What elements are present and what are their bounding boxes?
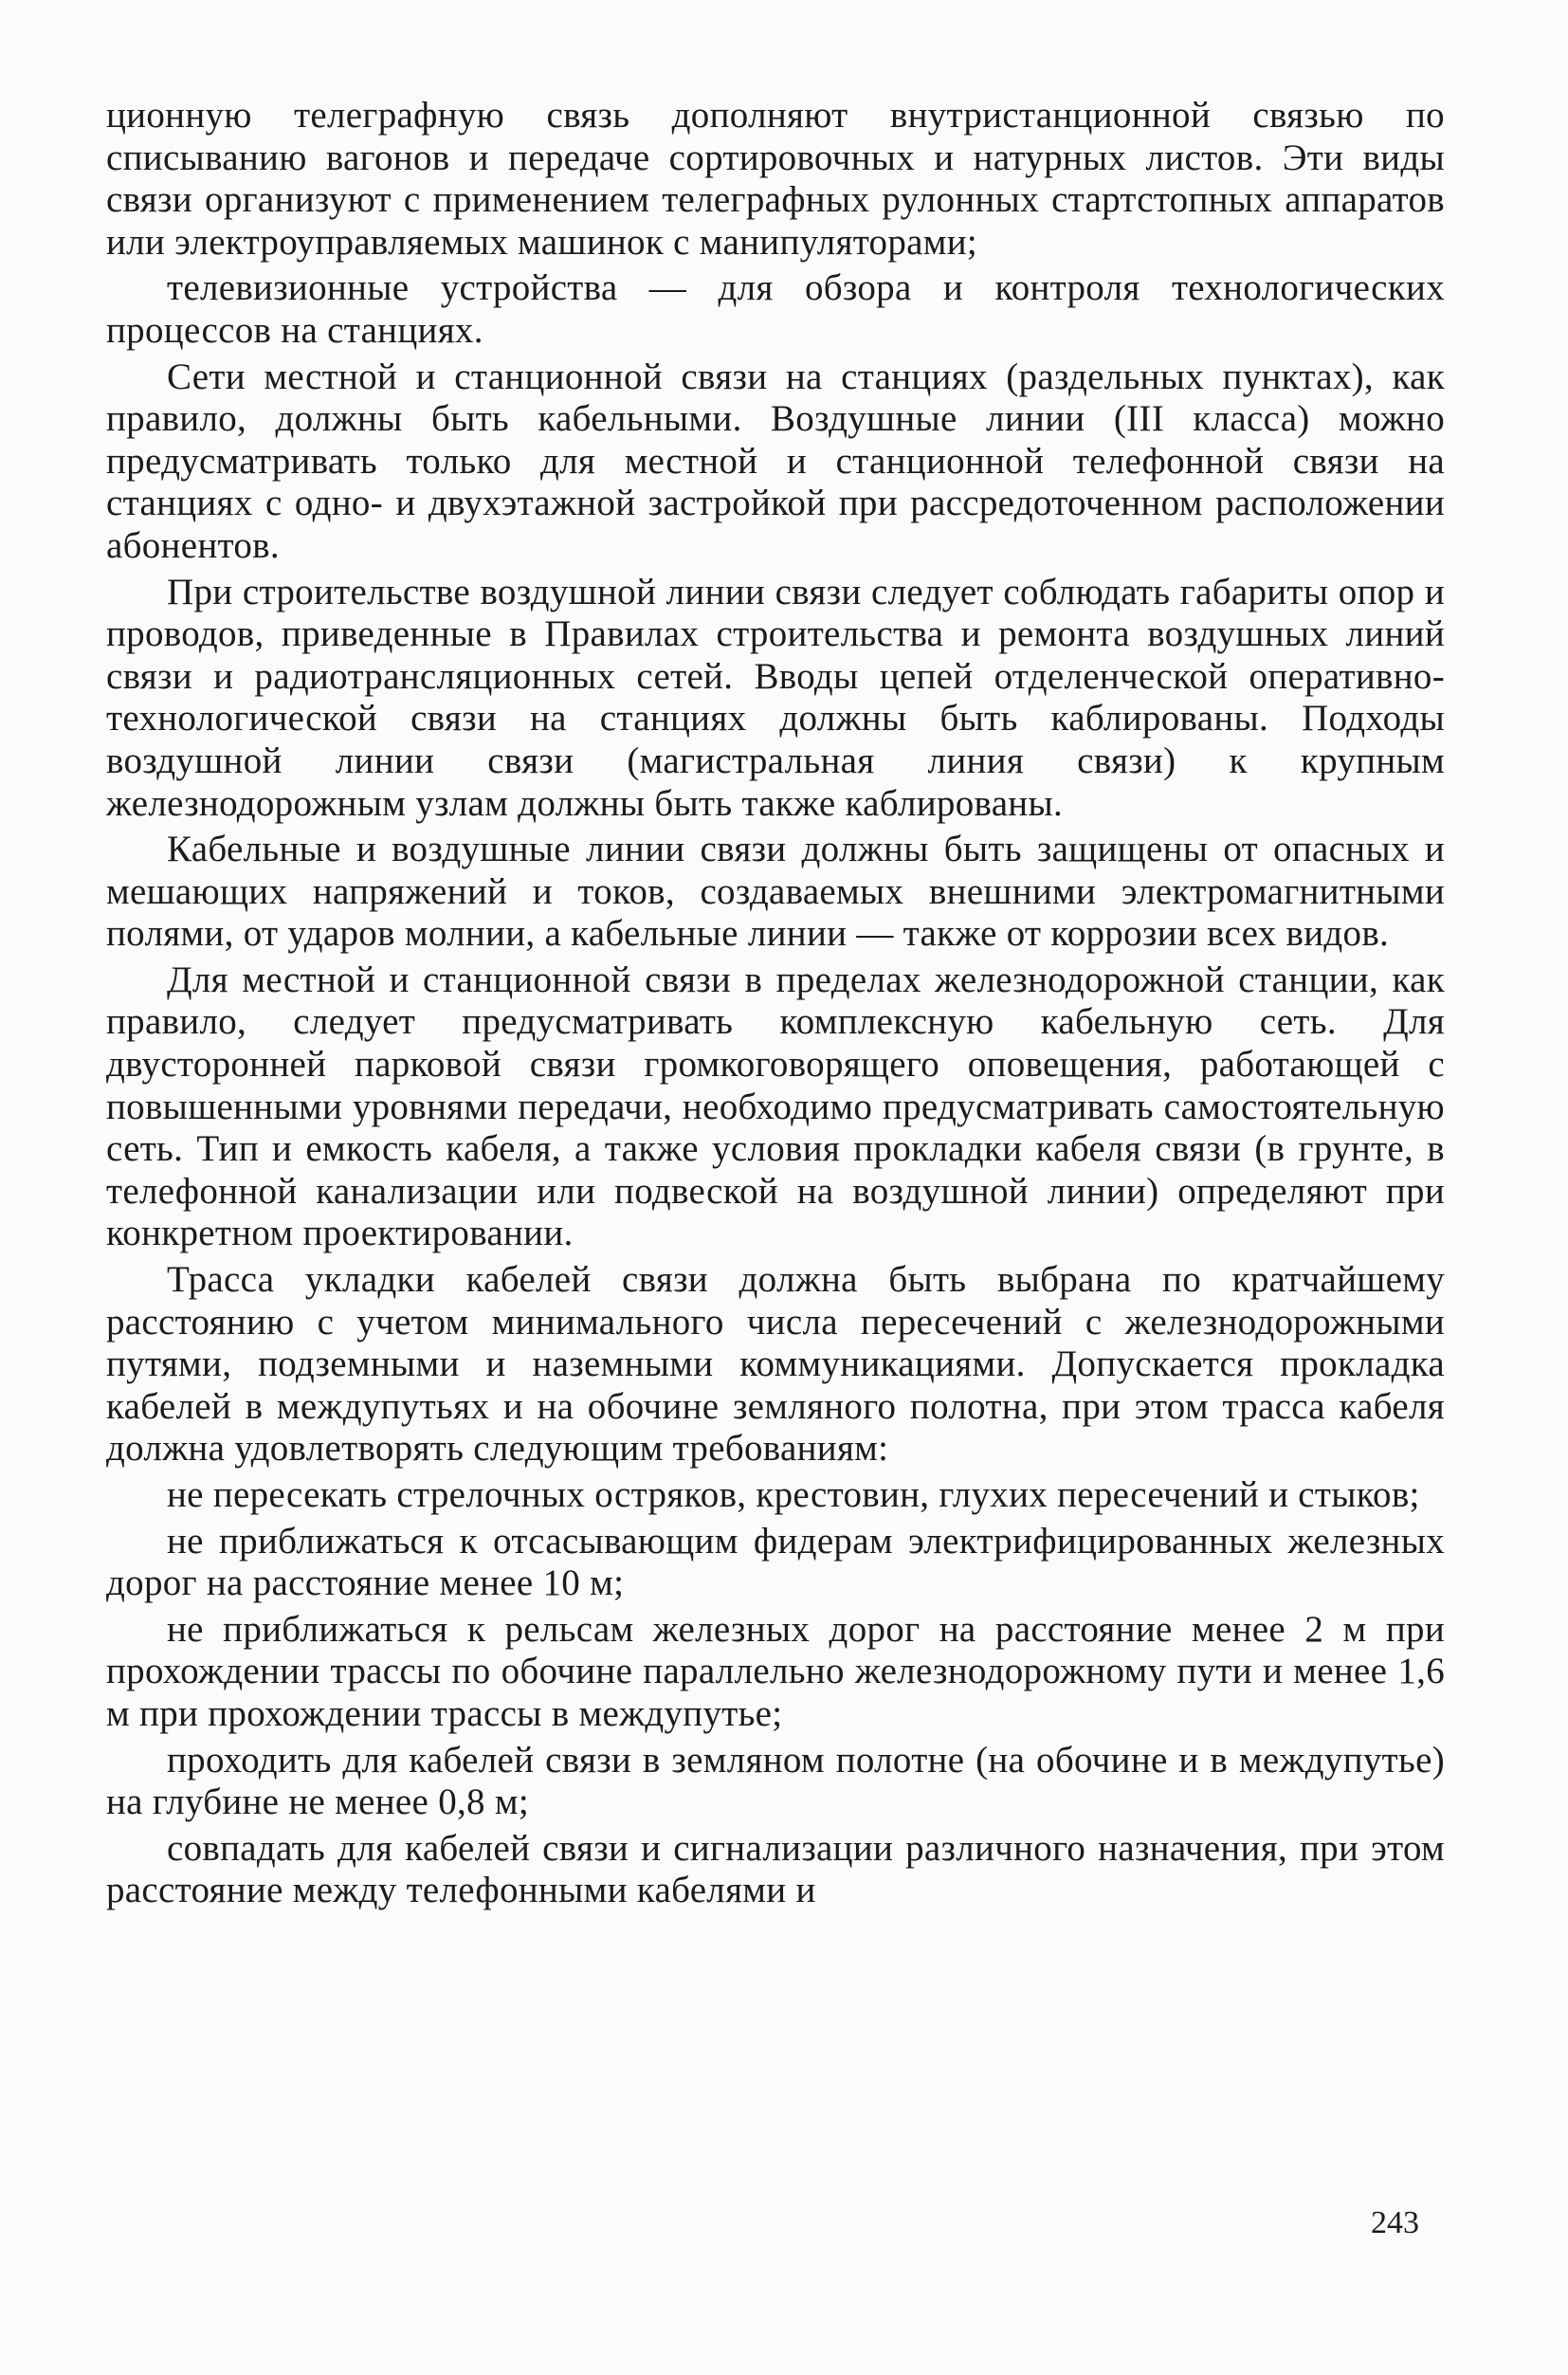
paragraph: Кабельные и воздушные линии связи должны быть защищены от опасных и мешающих напряжений и токов, создаваемых внешними электромагнитными полями, от ударов молнии, а кабельные линии — также от коррозии всех видов. [106, 829, 1445, 955]
page-number: 243 [1371, 2205, 1419, 2240]
requirement-item: не приближаться к рельсам железных дорог на расстояние менее 2 м при прохождении трассы по обочине параллельно железнодорожному пути и менее 1,6 м при прохождении трассы в междупутье; [106, 1608, 1445, 1734]
requirement-item: не приближаться к отсасывающим фидерам электрифицированных железных дорог на расстояние менее 10 м; [106, 1520, 1445, 1604]
body-text [106, 95, 1445, 1916]
paragraph: ционную телеграфную связь дополняют внутристанционной связью по списыванию вагонов и передаче сортировочных и натурных листов. Эти виды связи организуют с применением телеграфных рулонных стартстопных аппаратов или электроуправляемых машинок с манипуляторами; [106, 95, 1445, 263]
paragraph: При строительстве воздушной линии связи следует соблюдать габариты опор и проводов, приведенные в Правилах строительства и ремонта воздушных линий связи и радиотрансляционных сетей. Вводы цепей отделенческой оперативно-технологической связи на станциях должны быть каблированы. Подходы воздушной линии связи (магистральная линия связи) к крупным железнодорожным узлам должны быть также каблированы. [106, 571, 1445, 824]
requirement-item: проходить для кабелей связи в земляном полотне (на обочине и в междупутье) на глубине не менее 0,8 м; [106, 1739, 1445, 1823]
requirement-item: совпадать для кабелей связи и сигнализации различного назначения, при этом расстояние между телефонными кабелями и [106, 1827, 1445, 1911]
paragraph: Трасса укладки кабелей связи должна быть выбрана по кратчайшему расстоянию с учетом минимального числа пересечений с железнодорожными путями, подземными и наземными коммуникациями. Допускается прокладка кабелей в междупутьях и на обочине земляного полотна, при этом трасса кабеля должна удовлетворять следующим требованиям: [106, 1259, 1445, 1470]
paragraph: Сети местной и станционной связи на станциях (раздельных пунктах), как правило, должны быть кабельными. Воздушные линии (III класса) можно предусматривать только для местной и станционной телефонной связи на станциях с одно- и двухэтажной застройкой при рассредоточенном расположении абонентов. [106, 356, 1445, 566]
paragraph: телевизионные устройства — для обзора и контроля технологических процессов на станциях. [106, 267, 1445, 351]
requirement-item: не пересекать стрелочных остряков, крестовин, глухих пересечений и стыков; [167, 1474, 1420, 1515]
paragraph: Для местной и станционной связи в пределах железнодорожной станции, как правило, следует предусматривать комплексную кабельную сеть. Для двусторонней парковой связи громкоговорящего оповещения, работающей с повышенными уровнями передачи, необходимо предусматривать самостоятельную сеть. Тип и емкость кабеля, а также условия прокладки кабеля связи (в грунте, в телефонной канализации или подвеской на воздушной линии) определяют при конкретном проектировании. [106, 959, 1445, 1254]
